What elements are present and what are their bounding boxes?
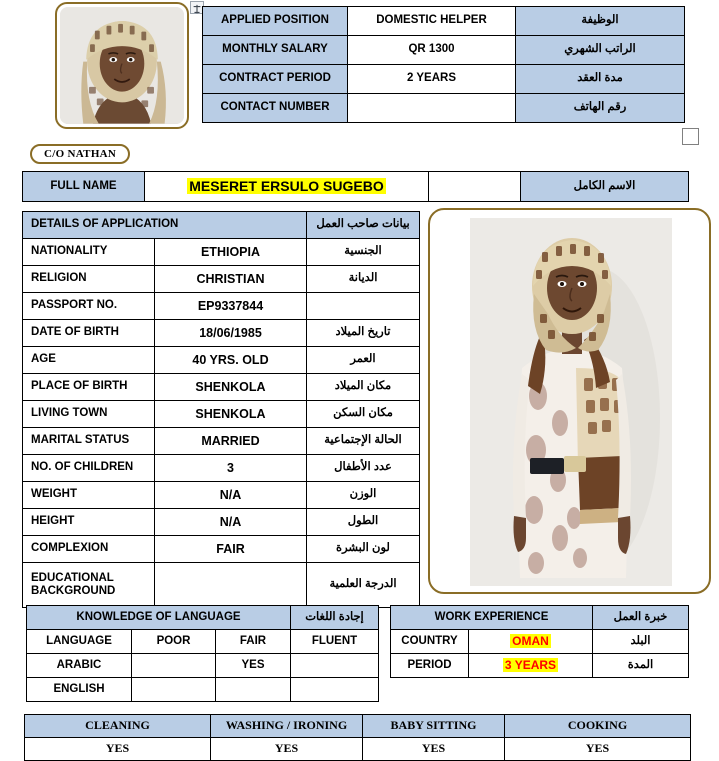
full-body-photo-frame bbox=[428, 208, 711, 594]
weight-value: N/A bbox=[155, 482, 307, 509]
contract-period-value: 2 YEARS bbox=[348, 65, 516, 94]
marital-status-value: MARRIED bbox=[155, 428, 307, 455]
table-row bbox=[23, 239, 420, 266]
contract-period-label: CONTRACT PERIOD bbox=[203, 65, 348, 94]
table-row bbox=[27, 654, 379, 678]
knowledge-of-language-table bbox=[26, 605, 379, 702]
no-of-children-value: 3 bbox=[155, 455, 307, 482]
work-country-value-cell bbox=[469, 630, 593, 654]
full-name-arabic: الاسم الكامل bbox=[521, 172, 689, 202]
work-period-value-cell bbox=[469, 654, 593, 678]
full-name-value-cell bbox=[145, 172, 429, 202]
portrait-photo-frame bbox=[55, 2, 189, 129]
applied-position-value: DOMESTIC HELPER bbox=[348, 7, 516, 36]
table-header-row bbox=[23, 212, 420, 239]
educational-background-label: EDUCATIONAL BACKGROUND bbox=[23, 563, 155, 608]
skill-value-cleaning: YES bbox=[25, 738, 211, 761]
height-value: N/A bbox=[155, 509, 307, 536]
full-name-label: FULL NAME bbox=[23, 172, 145, 202]
language-column-language: LANGUAGE bbox=[27, 630, 132, 654]
religion-arabic: الديانة bbox=[307, 266, 420, 293]
passport-no-arabic bbox=[307, 293, 420, 320]
applied-position-arabic: الوظيفة bbox=[516, 7, 685, 36]
language-row-arabic-fluent bbox=[291, 654, 379, 678]
language-row-english-fair bbox=[216, 678, 291, 702]
table-header-row bbox=[27, 630, 379, 654]
applied-position-table bbox=[202, 6, 685, 123]
complexion-label: COMPLEXION bbox=[23, 536, 155, 563]
living-town-label: LIVING TOWN bbox=[23, 401, 155, 428]
contact-number-arabic: رقم الهاتف bbox=[516, 94, 685, 123]
applied-position-label: APPLIED POSITION bbox=[203, 7, 348, 36]
table-row bbox=[23, 428, 420, 455]
language-row-english-name: ENGLISH bbox=[27, 678, 132, 702]
religion-value: CHRISTIAN bbox=[155, 266, 307, 293]
table-row bbox=[23, 509, 420, 536]
full-name-table bbox=[22, 171, 689, 202]
skill-header-baby-sitting: BABY SITTING bbox=[363, 715, 505, 738]
marital-status-arabic: الحالة الإجتماعية bbox=[307, 428, 420, 455]
table-header-row bbox=[391, 606, 689, 630]
living-town-value: SHENKOLA bbox=[155, 401, 307, 428]
skill-header-cooking: COOKING bbox=[505, 715, 691, 738]
living-town-arabic: مكان السكن bbox=[307, 401, 420, 428]
date-of-birth-arabic: تاريخ الميلاد bbox=[307, 320, 420, 347]
details-header-arabic: بيانات صاحب العمل bbox=[307, 212, 420, 239]
table-row bbox=[391, 654, 689, 678]
table-row bbox=[203, 65, 685, 94]
language-row-english-fluent bbox=[291, 678, 379, 702]
weight-arabic: الوزن bbox=[307, 482, 420, 509]
work-country-value: OMAN bbox=[512, 633, 549, 648]
table-row bbox=[23, 401, 420, 428]
monthly-salary-value: QR 1300 bbox=[348, 36, 516, 65]
age-arabic: العمر bbox=[307, 347, 420, 374]
monthly-salary-label: MONTHLY SALARY bbox=[203, 36, 348, 65]
language-row-english-poor bbox=[132, 678, 216, 702]
marital-status-label: MARITAL STATUS bbox=[23, 428, 155, 455]
religion-label: RELIGION bbox=[23, 266, 155, 293]
table-row bbox=[203, 94, 685, 123]
no-of-children-label: NO. OF CHILDREN bbox=[23, 455, 155, 482]
work-period-arabic: المدة bbox=[593, 654, 689, 678]
applicant-portrait-photo bbox=[60, 7, 184, 124]
skills-table bbox=[24, 714, 691, 761]
care-of-badge: C/O NATHAN bbox=[30, 144, 130, 164]
height-arabic: الطول bbox=[307, 509, 420, 536]
work-experience-table bbox=[390, 605, 689, 678]
contact-number-value bbox=[348, 94, 516, 123]
table-row bbox=[23, 347, 420, 374]
table-row bbox=[23, 374, 420, 401]
skill-value-washing-ironing: YES bbox=[211, 738, 363, 761]
language-header-label: KNOWLEDGE OF LANGUAGE bbox=[27, 606, 291, 630]
table-row bbox=[23, 266, 420, 293]
no-of-children-arabic: عدد الأطفال bbox=[307, 455, 420, 482]
table-row bbox=[25, 738, 691, 761]
skill-header-cleaning: CLEANING bbox=[25, 715, 211, 738]
skill-value-cooking: YES bbox=[505, 738, 691, 761]
height-label: HEIGHT bbox=[23, 509, 155, 536]
contract-period-arabic: مدة العقد bbox=[516, 65, 685, 94]
table-row bbox=[23, 172, 689, 202]
table-row bbox=[23, 293, 420, 320]
work-country-arabic: البلد bbox=[593, 630, 689, 654]
details-header-label: DETAILS OF APPLICATION bbox=[23, 212, 307, 239]
table-row bbox=[27, 678, 379, 702]
educational-background-arabic: الدرجة العلمية bbox=[307, 563, 420, 608]
work-header-label: WORK EXPERIENCE bbox=[391, 606, 593, 630]
language-column-fluent: FLUENT bbox=[291, 630, 379, 654]
place-of-birth-label: PLACE OF BIRTH bbox=[23, 374, 155, 401]
skill-header-washing-ironing: WASHING / IRONING bbox=[211, 715, 363, 738]
work-header-arabic: خبرة العمل bbox=[593, 606, 689, 630]
table-row bbox=[203, 7, 685, 36]
table-row bbox=[23, 563, 420, 608]
date-of-birth-value: 18/06/1985 bbox=[155, 320, 307, 347]
language-row-arabic-name: ARABIC bbox=[27, 654, 132, 678]
educational-background-value bbox=[155, 563, 307, 608]
weight-label: WEIGHT bbox=[23, 482, 155, 509]
nationality-arabic: الجنسية bbox=[307, 239, 420, 266]
monthly-salary-arabic: الراتب الشهري bbox=[516, 36, 685, 65]
passport-no-value: EP9337844 bbox=[155, 293, 307, 320]
language-row-arabic-poor bbox=[132, 654, 216, 678]
table-row bbox=[23, 455, 420, 482]
details-of-application-table bbox=[22, 211, 420, 608]
complexion-value: FAIR bbox=[155, 536, 307, 563]
date-of-birth-label: DATE OF BIRTH bbox=[23, 320, 155, 347]
language-row-arabic-fair: YES bbox=[216, 654, 291, 678]
applicant-full-body-photo bbox=[470, 218, 672, 586]
language-header-arabic: إجادة اللغات bbox=[291, 606, 379, 630]
table-row bbox=[391, 630, 689, 654]
table-row bbox=[23, 536, 420, 563]
work-period-label: PERIOD bbox=[391, 654, 469, 678]
age-value: 40 YRS. OLD bbox=[155, 347, 307, 374]
complexion-arabic: لون البشرة bbox=[307, 536, 420, 563]
table-header-row bbox=[27, 606, 379, 630]
work-country-label: COUNTRY bbox=[391, 630, 469, 654]
table-row bbox=[23, 482, 420, 509]
place-of-birth-value: SHENKOLA bbox=[155, 374, 307, 401]
nationality-label: NATIONALITY bbox=[23, 239, 155, 266]
language-column-poor: POOR bbox=[132, 630, 216, 654]
place-of-birth-arabic: مكان الميلاد bbox=[307, 374, 420, 401]
passport-no-label: PASSPORT NO. bbox=[23, 293, 155, 320]
table-row bbox=[23, 320, 420, 347]
table-header-row bbox=[25, 715, 691, 738]
full-name-value: MESERET ERSULO SUGEBO bbox=[189, 177, 384, 194]
work-period-value: 3 YEARS bbox=[504, 657, 557, 672]
full-name-extra-cell bbox=[429, 172, 521, 202]
contact-number-label: CONTACT NUMBER bbox=[203, 94, 348, 123]
language-column-fair: FAIR bbox=[216, 630, 291, 654]
table-row bbox=[203, 36, 685, 65]
nationality-value: ETHIOPIA bbox=[155, 239, 307, 266]
age-label: AGE bbox=[23, 347, 155, 374]
skill-value-baby-sitting: YES bbox=[363, 738, 505, 761]
empty-placeholder-box bbox=[682, 128, 699, 145]
